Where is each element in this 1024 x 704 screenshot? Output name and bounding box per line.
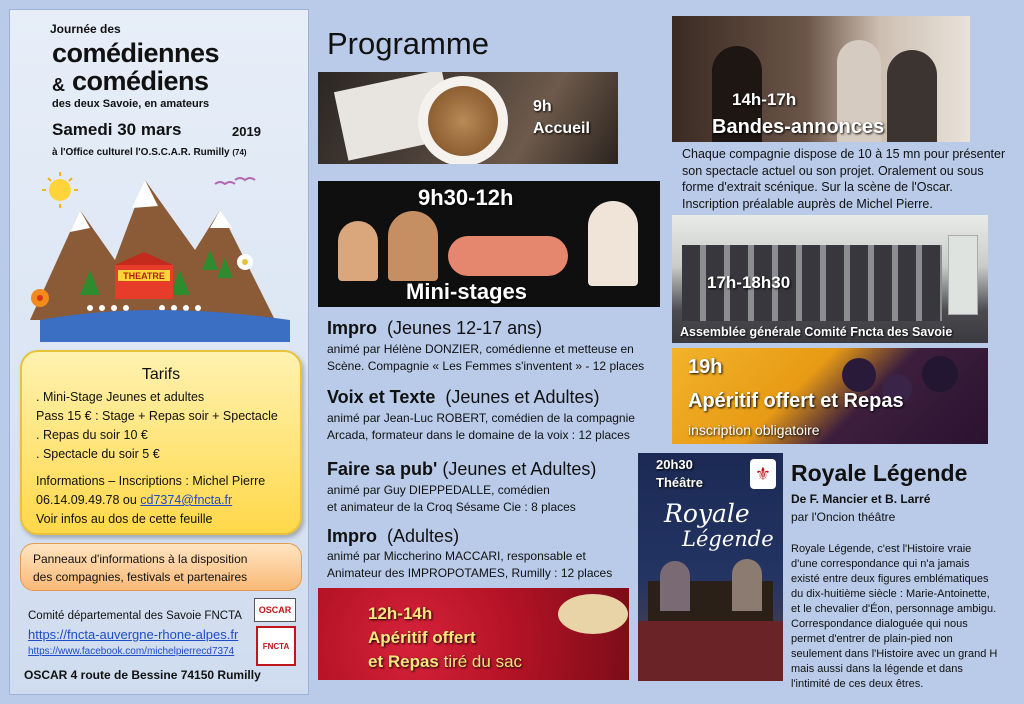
apero-time: 19h (688, 356, 723, 378)
section-desc (327, 482, 576, 516)
actor-shape (887, 50, 937, 142)
journee-label: Journée des (50, 22, 121, 36)
apero-photo (672, 348, 988, 444)
royale-desc-line: existé entre deux figures emblématiques (791, 573, 989, 585)
royale-title: Royale Légende (791, 460, 968, 486)
grape-shape (922, 356, 958, 392)
lunch-line2b: tiré du sac (438, 652, 523, 671)
oscar-logo-text: OSCAR (258, 605, 292, 615)
bird-icon (215, 182, 235, 184)
tarif-line: . Repas du soir 10 € (36, 428, 148, 442)
theatre-sign-text: THEATRE (123, 271, 165, 281)
performer-shape (588, 201, 638, 286)
royale-legende-poster (638, 453, 783, 681)
panneaux-panel (20, 543, 302, 591)
tarif-line: Pass 15 € : Stage + Repas soir + Spectacle (36, 409, 278, 423)
section-desc-line: Scène. Compagnie « Les Femmes s'inventent » - 12 places (327, 359, 645, 373)
section-title (327, 526, 459, 547)
poster-title-legende: Légende (682, 527, 774, 551)
lunch-line1: Apéritif offert (368, 628, 476, 647)
section-audience: (Jeunes et Adultes) (445, 387, 600, 407)
facebook-link[interactable]: https://www.facebook.com/michelpierrecd7374 (28, 646, 235, 657)
bandes-desc-line: forme d'extrait scénique. Sur la scène de l'Oscar. (682, 180, 953, 194)
section-name: Faire sa pub' (327, 459, 438, 479)
coffee-shape (428, 86, 498, 156)
fncta-logo (256, 626, 296, 666)
royale-authors: De F. Mancier et B. Larré (791, 492, 931, 506)
royale-desc-line: du dix-huitième siècle : Marie-Antoinette, (791, 588, 990, 600)
email-link[interactable]: cd7374@fncta.fr (140, 493, 233, 507)
section-desc-line: animé par Miccherino MACCARI, responsable et (327, 549, 586, 563)
address-label: OSCAR 4 route de Bessine 74150 Rumilly (24, 668, 261, 682)
section-desc-line: animé par Jean-Luc ROBERT, comédien de la compagnie (327, 411, 635, 425)
title-comediennes: comédiennes (52, 38, 220, 68)
royale-company: par l'Oncion théâtre (791, 510, 896, 524)
theatre-mountain-illustration (20, 170, 300, 342)
royale-desc-line: seulement dans l'Histoire avec un grand H (791, 648, 998, 660)
actor-shape (732, 559, 762, 611)
section-desc (327, 548, 612, 582)
accueil-time: 9h (533, 98, 552, 115)
ag-label: Assemblée générale Comité Fncta des Savoie (680, 325, 953, 339)
section-desc (327, 410, 635, 444)
lunch-line2 (368, 652, 522, 672)
accueil-label: Accueil (533, 120, 590, 137)
ministages-photo (318, 181, 660, 307)
section-desc-line: et animateur de la Croq Sésame Cie : 8 places (327, 500, 576, 514)
date-label: Samedi 30 mars (52, 120, 182, 139)
poster-title-royale: Royale (664, 499, 750, 528)
section-desc-line: Arcada, formateur dans le domaine de la voix : 12 places (327, 428, 630, 442)
phone-number: 06.14.09.49.78 ou (36, 493, 137, 507)
title-comediens: comédiens (72, 66, 209, 96)
year-label: 2019 (232, 124, 261, 139)
panneaux-line1: Panneaux d'informations à la disposition (33, 552, 248, 566)
bandes-label: Bandes-annonces (712, 116, 885, 138)
theatre-time: 20h30 (656, 457, 693, 472)
region-label: des deux Savoie, en amateurs (52, 98, 210, 110)
section-title (327, 318, 542, 339)
fncta-logo-text: FNCTA (262, 642, 290, 651)
section-desc-line: animé par Hélène DONZIER, comédienne et metteuse en (327, 342, 634, 356)
royale-desc-line: Royale Légende, c'est l'Histoire vraie (791, 543, 972, 555)
royale-desc-line: mais aussi dans la légende et dans (791, 663, 963, 675)
apero-label: Apéritif offert et Repas (688, 390, 904, 412)
ministages-label: Mini-stages (406, 279, 528, 304)
venue-label (52, 147, 247, 158)
ag-time: 17h-18h30 (707, 273, 791, 292)
royale-desc-line: et le chevalier d'Éon, personnage ambigu. (791, 603, 997, 615)
bandes-desc-line: Inscription préalable auprès de Michel Pierre. (682, 196, 933, 211)
apero-note: inscription obligatoire (688, 422, 820, 438)
tarif-line: . Mini-Stage Jeunes et adultes (36, 390, 205, 404)
performer-shape (448, 236, 568, 276)
door-shape (948, 235, 978, 315)
actor-shape (660, 561, 690, 611)
section-name: Voix et Texte (327, 387, 436, 407)
info-label: Informations – Inscriptions : Michel Pierre (36, 474, 266, 488)
performer-shape (388, 211, 438, 281)
lunch-line2a: et Repas (368, 652, 439, 671)
section-desc-line: animé par Guy DIEPPEDALLE, comédien (327, 483, 550, 497)
royale-description (791, 542, 997, 692)
section-audience: (Adultes) (387, 526, 460, 546)
ministages-time: 9h30-12h (418, 185, 514, 210)
title-ampersand: & (52, 75, 65, 95)
venue-text: à l'Office culturel l'O.S.C.A.R. Rumilly (52, 147, 230, 158)
lunch-time: 12h-14h (368, 604, 433, 623)
performer-shape (338, 221, 378, 281)
tarifs-panel (20, 350, 302, 535)
website-link[interactable]: https://fncta-auvergne-rhone-alpes.fr (28, 627, 239, 642)
sun-icon (49, 179, 71, 201)
section-name: Impro (327, 526, 378, 546)
comite-label: Comité départemental des Savoie FNCTA (28, 610, 242, 622)
grape-shape (842, 358, 876, 392)
section-audience: (Jeunes et Adultes) (442, 459, 597, 479)
panneaux-line2: des compagnies, festivals et partenaires (33, 570, 248, 584)
royale-desc-line: Correspondance dialoguée qui nous (791, 618, 968, 630)
royale-desc-line: permet d'entrer de plain-pied non (791, 633, 953, 645)
contact-line (36, 491, 286, 510)
section-name: Impro (327, 318, 378, 338)
bandes-annonces-photo (672, 16, 970, 142)
fleur-de-lys-icon: ⚜ (750, 459, 776, 489)
section-title (327, 387, 599, 408)
bandes-desc-line: Chaque compagnie dispose de 10 à 15 mn pour présenter (682, 147, 1006, 161)
programme-heading: Programme (327, 26, 489, 61)
lunch-photo (318, 588, 629, 680)
tarifs-title: Tarifs (141, 366, 181, 383)
venue-dept: (74) (232, 148, 247, 157)
bandes-desc-line: son spectacle actuel ou son projet. Oralement ou sous (682, 163, 984, 178)
royale-desc-line: l'intimité de ces deux êtres. (791, 678, 924, 690)
voir-infos: Voir infos au dos de cette feuille (36, 512, 213, 526)
assemblee-photo (672, 215, 988, 343)
accueil-photo (318, 72, 618, 164)
poster-credits-area (638, 621, 783, 681)
tarif-line: . Spectacle du soir 5 € (36, 447, 160, 461)
section-title (327, 459, 596, 480)
royale-desc-line: d'une correspondance qui n'a jamais (791, 558, 970, 570)
section-audience: (Jeunes 12-17 ans) (387, 318, 543, 338)
bandes-description (682, 146, 1005, 212)
tart-crust-shape (558, 594, 628, 634)
section-desc-line: Animateur des IMPROPOTAMES, Rumilly : 12 places (327, 566, 613, 580)
section-desc (327, 341, 644, 375)
theatre-label: Théâtre (656, 475, 703, 490)
bandes-time: 14h-17h (732, 90, 797, 109)
oscar-logo (254, 598, 296, 622)
bird-icon (235, 178, 255, 180)
